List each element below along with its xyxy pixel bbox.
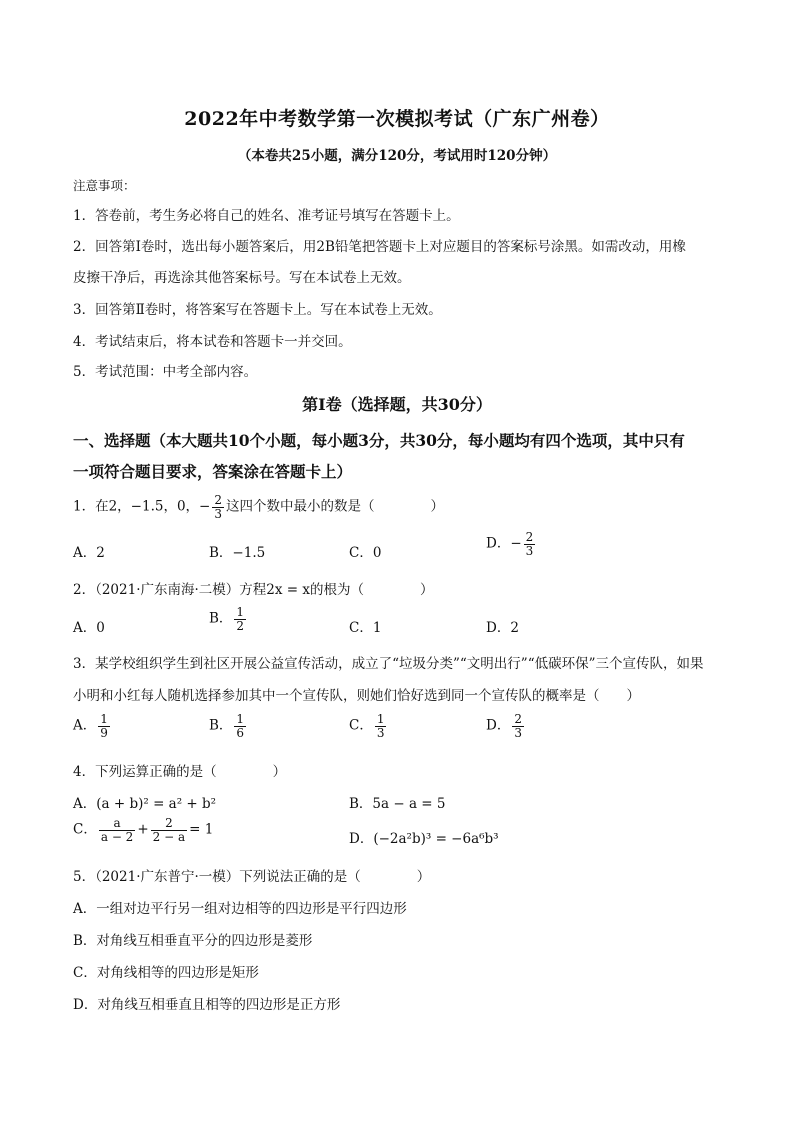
question-1-stem: [73, 494, 444, 520]
q2-b-fraction: [234, 606, 246, 632]
q1-d-den: 3: [525, 543, 534, 558]
section-title: 第Ⅰ卷（选择题，共30分）: [302, 395, 492, 414]
q4-option-d: D．(−2a²b)³ = −6a⁶b³: [349, 831, 499, 847]
q5-stem-text: 5．（2021·广东普宁·一模）下列说法正确的是（: [73, 869, 361, 885]
q3-option-a: [73, 713, 112, 739]
notice-item-4: 4．考试结束后，将本试卷和答题卡一并交回。: [73, 334, 352, 350]
q4-c-num1: a: [99, 817, 135, 831]
q4-option-c: [73, 817, 213, 843]
q4-option-a: A．(a + b)² = a² + b²: [73, 796, 217, 812]
q4-option-b: B．5a − a = 5: [349, 796, 446, 812]
q4-c-den2: 2 − a: [152, 829, 186, 844]
q5-option-b: B．对角线互相垂直平分的四边形是菱形: [73, 933, 313, 949]
q5-option-d: D．对角线互相垂直且相等的四边形是正方形: [73, 997, 341, 1013]
q4-c-den1: a − 2: [100, 829, 134, 844]
notice-item-2-cont: 皮擦干净后，再选涂其他答案标号。写在本试卷上无效。: [73, 270, 411, 286]
q4-c-fraction-2: [151, 817, 187, 843]
question-5-stem: [73, 865, 430, 885]
q1-frac-den: 3: [214, 506, 223, 521]
q1-close: ）: [430, 498, 445, 515]
q2-option-c: C．1: [349, 620, 382, 636]
q3-b-den: 6: [236, 725, 245, 740]
q1-d-fraction: [524, 531, 536, 557]
question-3-line1: 3．某学校组织学生到社区开展公益宣传活动，成立了“垃圾分类”“文明出行”“低碳环保”三个宣传队，如果: [73, 656, 704, 672]
q4-c-suffix: = 1: [189, 821, 214, 838]
q5-option-a: A．一组对边平行另一组对边相等的四边形是平行四边形: [73, 901, 407, 917]
exam-title: 2022年中考数学第一次模拟考试（广东广州卷）: [184, 108, 610, 130]
q3-a-num: 1: [100, 712, 108, 726]
question-4-stem: [73, 760, 286, 780]
q5-option-c: C．对角线相等的四边形是矩形: [73, 965, 259, 981]
q4-c-fraction-1: [99, 817, 135, 843]
q2-b-den: 2: [236, 618, 245, 633]
q2-option-d: D．2: [486, 620, 519, 636]
notice-item-2: 2．回答第Ⅰ卷时，选出每小题答案后，用2B铅笔把答题卡上对应题目的答案标号涂黑。如需改动，用橡: [73, 239, 686, 255]
q3-c-num: 1: [376, 712, 385, 726]
q4-c-plus: +: [137, 821, 149, 838]
notice-item-3: 3．回答第Ⅱ卷时，将答案写在答题卡上。写在本试卷上无效。: [73, 302, 442, 318]
q3-a-den: 9: [100, 725, 108, 740]
q2-stem-text: 2．（2021·广东南海·二模）方程2x = x的根为（: [73, 582, 364, 598]
q3-b-fraction: [234, 713, 246, 739]
q4-close: ）: [272, 764, 287, 780]
q5-close: ）: [416, 869, 431, 885]
q3-d-den: 3: [514, 725, 522, 740]
q3-option-c: [349, 713, 388, 739]
q3-c-prefix: C．: [349, 717, 373, 734]
part-heading-line2: 一项符合题目要求，答案涂在答题卡上）: [73, 462, 353, 481]
q3-d-fraction: [512, 713, 524, 739]
q1-option-b: B．−1.5: [209, 545, 266, 561]
q1-option-a: A．2: [73, 545, 105, 561]
q3-c-fraction: [375, 713, 387, 739]
q1-prefix: 1．在2，−1.5，0，−: [73, 498, 211, 515]
q2-close: ）: [420, 582, 434, 598]
question-3-line2: 小明和小红每人随机选择参加其中一个宣传队，则她们恰好选到同一个宣传队的概率是（ ）: [73, 688, 640, 704]
q1-option-d: [486, 531, 537, 557]
q1-suffix: 这四个数中最小的数是（: [226, 498, 375, 515]
q3-option-b: [209, 713, 248, 739]
q3-b-prefix: B．: [209, 717, 233, 734]
q3-a-prefix: A．: [73, 717, 97, 734]
q1-option-c: C．0: [349, 545, 382, 561]
q1-frac-num: 2: [214, 493, 223, 507]
q1-fraction: [212, 494, 224, 520]
q4-stem-text: 4．下列运算正确的是（: [73, 764, 217, 780]
q3-a-fraction: [98, 713, 110, 739]
q1-d-prefix: D．−: [486, 535, 522, 552]
q3-option-d: [486, 713, 526, 739]
notice-heading: 注意事项：: [73, 178, 136, 193]
notice-item-5: 5．考试范围：中考全部内容。: [73, 364, 258, 380]
notice-item-1: 1．答卷前，考生务必将自己的姓名、准考证号填写在答题卡上。: [73, 208, 460, 224]
question-2-stem: [73, 578, 434, 598]
exam-subtitle: （本卷共25小题，满分120分，考试用时120分钟）: [237, 148, 557, 164]
q3-c-den: 3: [376, 725, 385, 740]
q4-c-prefix: C．: [73, 821, 97, 838]
q4-c-num2: 2: [151, 817, 187, 831]
q2-b-num: 1: [236, 605, 245, 619]
part-heading-line1: 一、选择题（本大题共10个小题，每小题3分，共30分，每小题均有四个选项，其中只有: [73, 431, 685, 450]
q2-b-prefix: B．: [209, 610, 233, 627]
q3-d-num: 2: [514, 712, 522, 726]
q2-option-a: A．0: [73, 620, 105, 636]
q3-b-num: 1: [236, 712, 245, 726]
q3-d-prefix: D．: [486, 717, 511, 734]
q1-d-num: 2: [525, 530, 534, 544]
q2-option-b: [209, 606, 248, 632]
